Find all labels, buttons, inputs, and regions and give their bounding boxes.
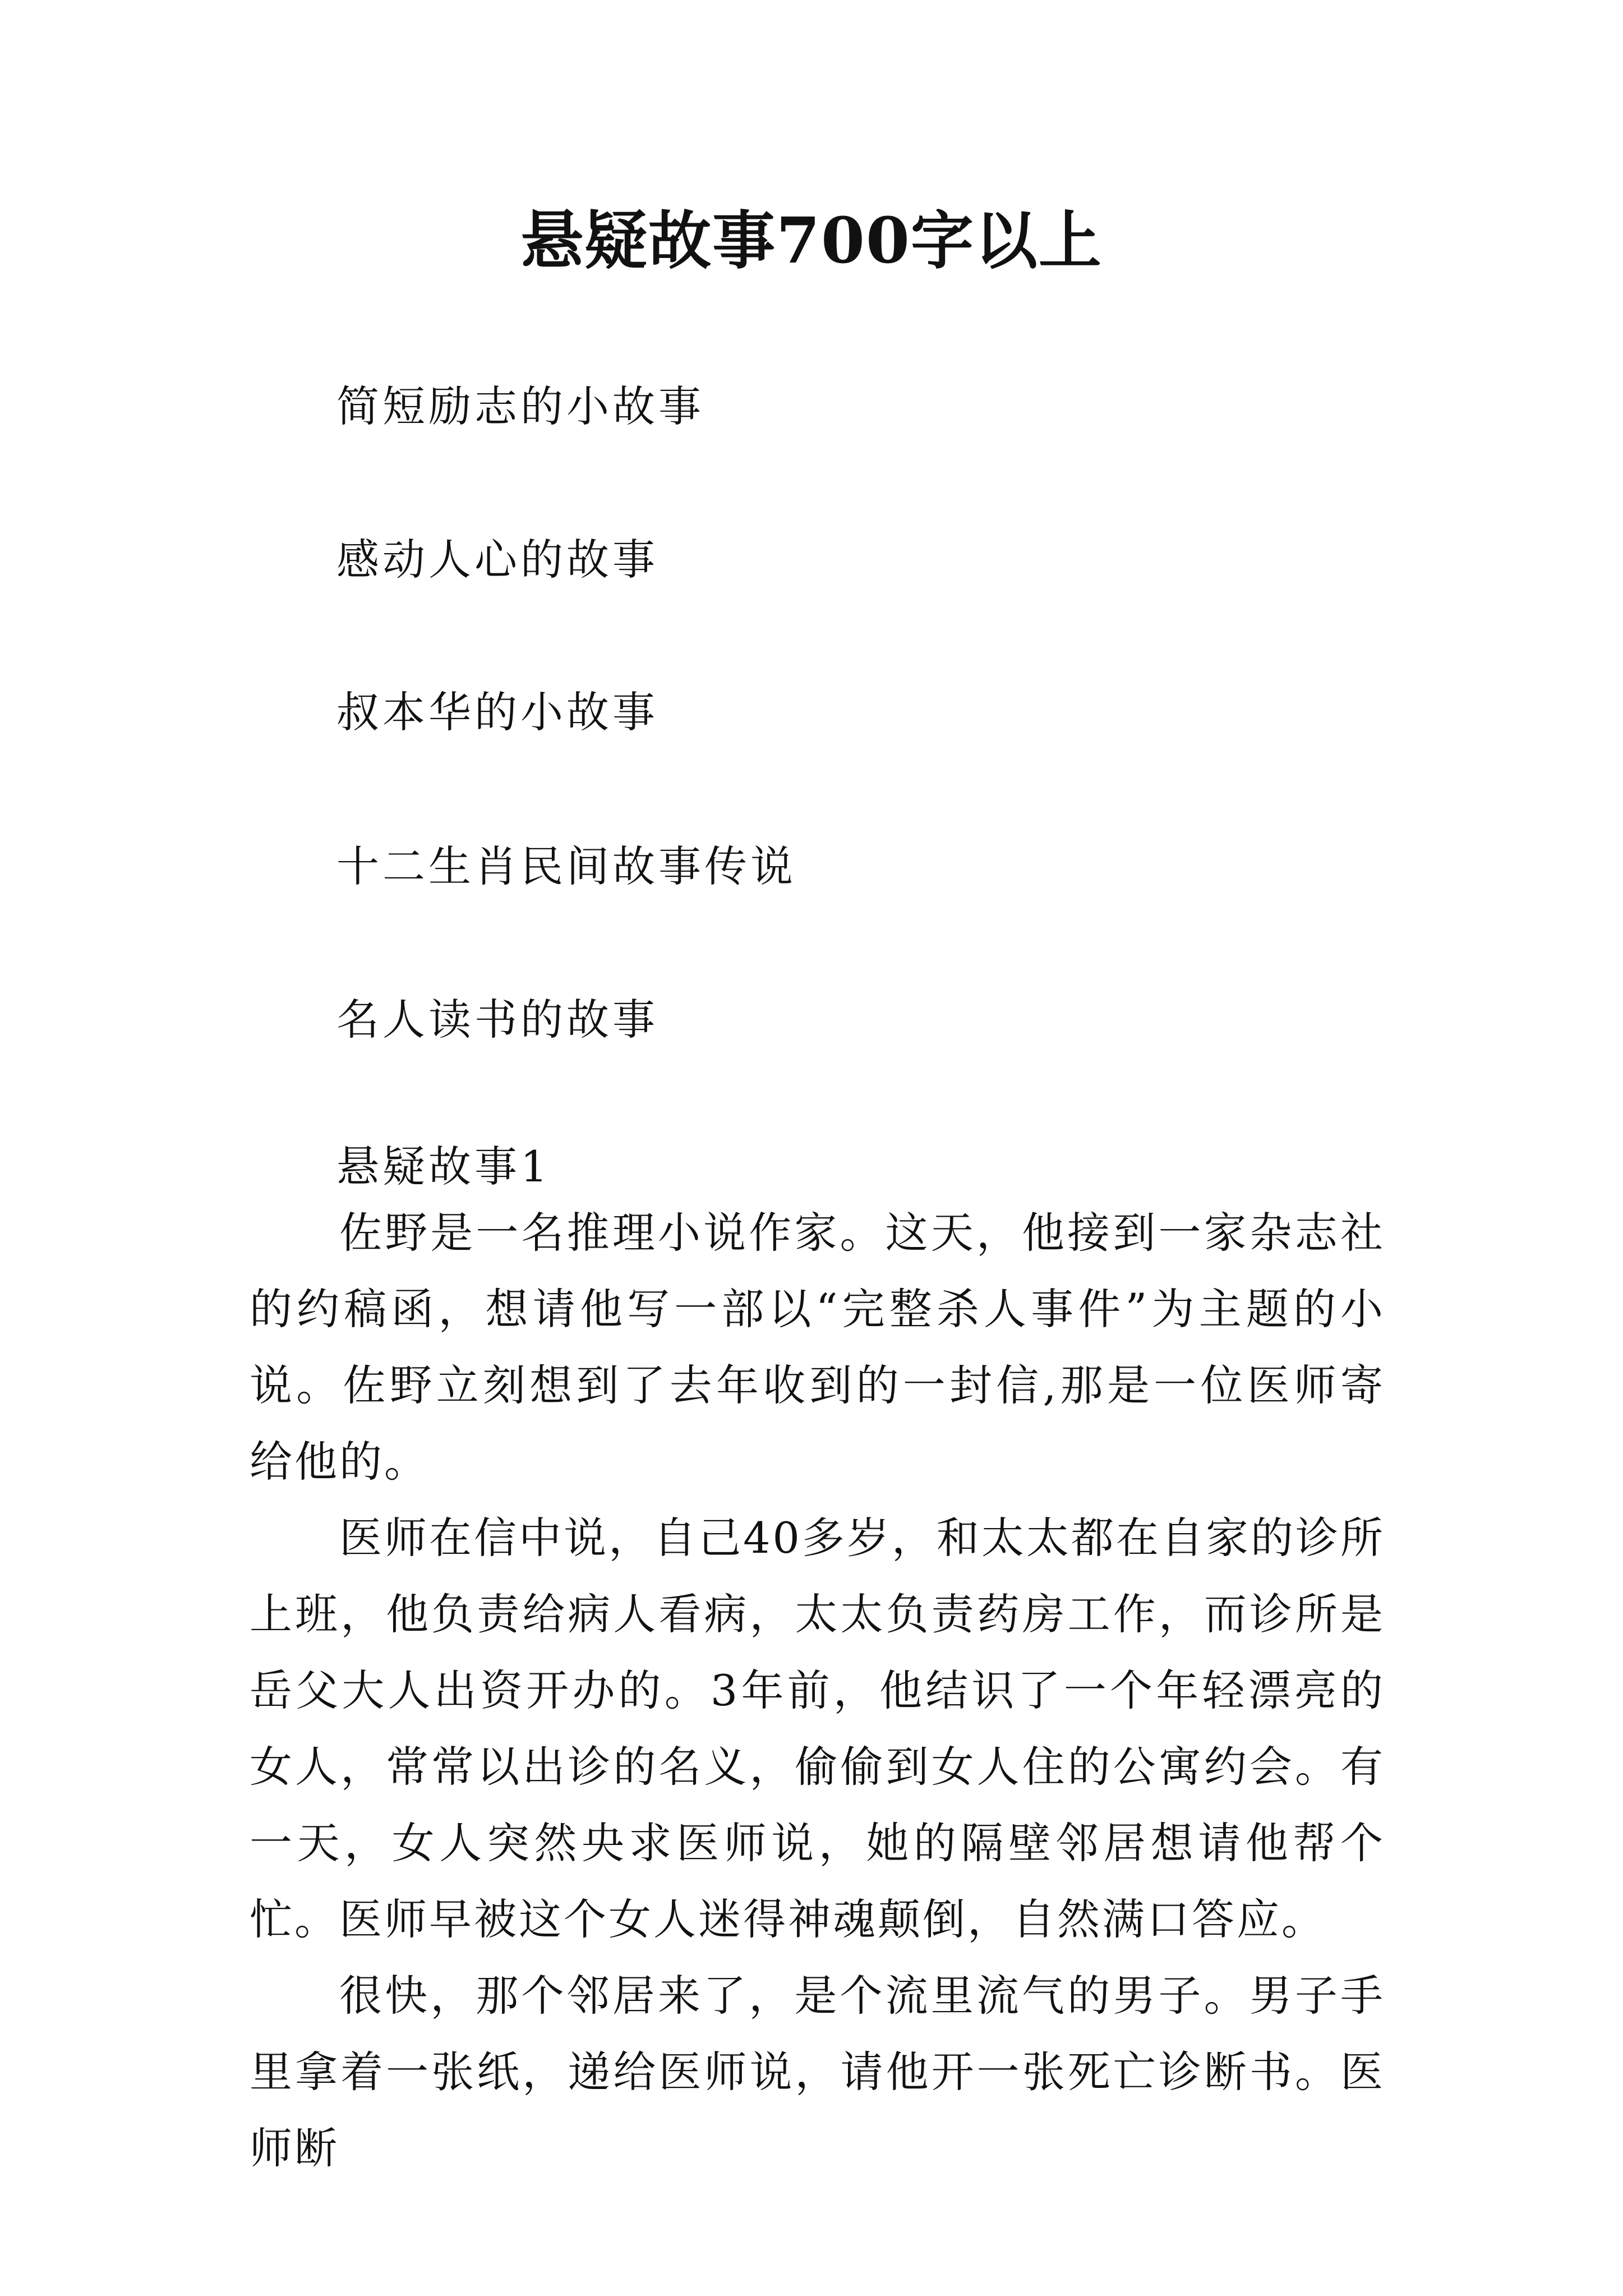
section-heading: 悬疑故事1 [336,1142,551,1191]
paragraph: 医师在信中说，自己40多岁，和太太都在自家的诊所上班，他负责给病人看病，太太负责药房工作，而诊所是岳父大人出资开办的。3年前，他结识了一个年轻漂亮的女人，常常以出诊的名义，偷偷到女人住的公寓约会。有一天，女人突然央求医师说，她的隔壁邻居想请他帮个忙。医师早被这个女人迷得神魂颠倒，自然满口答应。 [250,1513,1385,1944]
related-link-2[interactable]: 感动人心的故事 [336,535,658,585]
related-link-5[interactable]: 名人读书的故事 [336,995,658,1045]
related-link-3[interactable]: 叔本华的小故事 [336,687,658,737]
story-body [250,1195,1385,2187]
related-link-1[interactable]: 简短励志的小故事 [336,381,704,431]
document-title: 悬疑故事700字以上 [520,204,1103,278]
paragraph: 佐野是一名推理小说作家。这天，他接到一家杂志社的约稿函，想请他写一部以“完整杀人事件”为主题的小说。佐野立刻想到了去年收到的一封信,那是一位医师寄给他的。 [250,1208,1385,1487]
related-link-4[interactable]: 十二生肖民间故事传说 [336,841,796,891]
paragraph: 很快，那个邻居来了，是个流里流气的男子。男子手里拿着一张纸，递给医师说，请他开一张死亡诊断书。医师断 [250,1971,1385,2173]
